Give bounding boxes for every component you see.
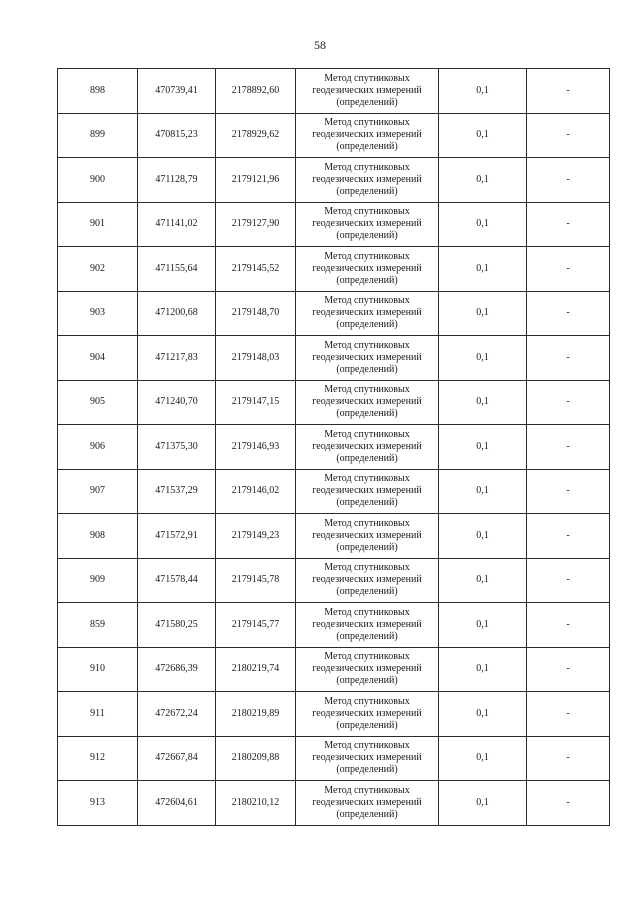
- y-coordinate-cell: 2180209,88: [216, 736, 296, 781]
- method-text-line: Метод спутниковых: [324, 740, 410, 752]
- point-number-cell: 902: [58, 247, 138, 292]
- method-text-line: Метод спутниковых: [324, 695, 410, 707]
- accuracy-cell: 0,1: [439, 158, 527, 203]
- method-text-line: Метод спутниковых: [324, 651, 410, 663]
- accuracy-cell: 0,1: [439, 736, 527, 781]
- note-cell: -: [527, 469, 610, 514]
- method-cell: [296, 469, 439, 514]
- accuracy-cell: 0,1: [439, 113, 527, 158]
- method-text-line: геодезических измерений: [312, 752, 422, 764]
- accuracy-cell: 0,1: [439, 514, 527, 559]
- page-number: 58: [314, 38, 326, 52]
- note-cell: -: [527, 69, 610, 114]
- accuracy-cell: 0,1: [439, 380, 527, 425]
- method-text-line: геодезических измерений: [312, 440, 422, 452]
- x-coordinate-cell: 470739,41: [138, 69, 216, 114]
- table-row: [58, 336, 610, 381]
- table-row: [58, 692, 610, 737]
- accuracy-cell: 0,1: [439, 558, 527, 603]
- point-number-cell: 913: [58, 781, 138, 826]
- y-coordinate-cell: 2179145,77: [216, 603, 296, 648]
- table-row: [58, 603, 610, 648]
- method-text-line: (определений): [336, 764, 398, 776]
- point-number-cell: 909: [58, 558, 138, 603]
- method-cell: [296, 69, 439, 114]
- x-coordinate-cell: 471217,83: [138, 336, 216, 381]
- y-coordinate-cell: 2179145,78: [216, 558, 296, 603]
- method-cell: [296, 692, 439, 737]
- x-coordinate-cell: 471580,25: [138, 603, 216, 648]
- table-row: [58, 647, 610, 692]
- y-coordinate-cell: 2179147,15: [216, 380, 296, 425]
- table-row: [58, 113, 610, 158]
- note-cell: -: [527, 514, 610, 559]
- x-coordinate-cell: 470815,23: [138, 113, 216, 158]
- note-cell: -: [527, 558, 610, 603]
- method-cell: [296, 603, 439, 648]
- y-coordinate-cell: 2179127,90: [216, 202, 296, 247]
- method-cell: [296, 736, 439, 781]
- table-row: [58, 781, 610, 826]
- method-text-line: Метод спутниковых: [324, 250, 410, 262]
- table-row: [58, 158, 610, 203]
- method-text-line: Метод спутниковых: [324, 117, 410, 129]
- method-text-line: геодезических измерений: [312, 173, 422, 185]
- method-text-line: Метод спутниковых: [324, 384, 410, 396]
- method-text-line: Метод спутниковых: [324, 161, 410, 173]
- method-text-line: (определений): [336, 675, 398, 687]
- method-text-line: (определений): [336, 808, 398, 820]
- method-text-line: геодезических измерений: [312, 707, 422, 719]
- note-cell: -: [527, 113, 610, 158]
- note-cell: -: [527, 291, 610, 336]
- method-cell: [296, 247, 439, 292]
- point-number-cell: 911: [58, 692, 138, 737]
- x-coordinate-cell: 471155,64: [138, 247, 216, 292]
- method-text-line: Метод спутниковых: [324, 606, 410, 618]
- note-cell: -: [527, 692, 610, 737]
- x-coordinate-cell: 471141,02: [138, 202, 216, 247]
- method-cell: [296, 514, 439, 559]
- method-cell: [296, 425, 439, 470]
- method-cell: [296, 558, 439, 603]
- note-cell: -: [527, 603, 610, 648]
- x-coordinate-cell: 471572,91: [138, 514, 216, 559]
- method-text-line: (определений): [336, 452, 398, 464]
- point-number-cell: 901: [58, 202, 138, 247]
- method-text-line: (определений): [336, 141, 398, 153]
- method-text-line: (определений): [336, 408, 398, 420]
- method-text-line: (определений): [336, 185, 398, 197]
- point-number-cell: 912: [58, 736, 138, 781]
- table-row: [58, 736, 610, 781]
- accuracy-cell: 0,1: [439, 692, 527, 737]
- method-text-line: Метод спутниковых: [324, 339, 410, 351]
- method-cell: [296, 380, 439, 425]
- table-row: [58, 380, 610, 425]
- note-cell: -: [527, 247, 610, 292]
- y-coordinate-cell: 2179145,52: [216, 247, 296, 292]
- y-coordinate-cell: 2179148,03: [216, 336, 296, 381]
- accuracy-cell: 0,1: [439, 647, 527, 692]
- y-coordinate-cell: 2178929,62: [216, 113, 296, 158]
- x-coordinate-cell: 472667,84: [138, 736, 216, 781]
- table-row: [58, 469, 610, 514]
- y-coordinate-cell: 2180219,89: [216, 692, 296, 737]
- accuracy-cell: 0,1: [439, 247, 527, 292]
- note-cell: -: [527, 425, 610, 470]
- x-coordinate-cell: 472604,61: [138, 781, 216, 826]
- note-cell: -: [527, 647, 610, 692]
- accuracy-cell: 0,1: [439, 336, 527, 381]
- method-text-line: (определений): [336, 363, 398, 375]
- method-text-line: (определений): [336, 719, 398, 731]
- method-text-line: Метод спутниковых: [324, 517, 410, 529]
- point-number-cell: 907: [58, 469, 138, 514]
- note-cell: -: [527, 380, 610, 425]
- accuracy-cell: 0,1: [439, 202, 527, 247]
- y-coordinate-cell: 2179149,23: [216, 514, 296, 559]
- x-coordinate-cell: 471128,79: [138, 158, 216, 203]
- note-cell: -: [527, 336, 610, 381]
- method-text-line: (определений): [336, 497, 398, 509]
- method-text-line: Метод спутниковых: [324, 473, 410, 485]
- y-coordinate-cell: 2179146,93: [216, 425, 296, 470]
- method-cell: [296, 291, 439, 336]
- table-row: [58, 425, 610, 470]
- method-text-line: геодезических измерений: [312, 618, 422, 630]
- x-coordinate-cell: 471240,70: [138, 380, 216, 425]
- point-number-cell: 859: [58, 603, 138, 648]
- method-text-line: Метод спутниковых: [324, 72, 410, 84]
- method-text-line: геодезических измерений: [312, 396, 422, 408]
- accuracy-cell: 0,1: [439, 781, 527, 826]
- method-text-line: геодезических измерений: [312, 485, 422, 497]
- table-row: [58, 247, 610, 292]
- method-cell: [296, 647, 439, 692]
- coordinates-table: [57, 68, 610, 826]
- note-cell: -: [527, 158, 610, 203]
- accuracy-cell: 0,1: [439, 291, 527, 336]
- method-cell: [296, 202, 439, 247]
- note-cell: -: [527, 736, 610, 781]
- method-text-line: геодезических измерений: [312, 351, 422, 363]
- y-coordinate-cell: 2179146,02: [216, 469, 296, 514]
- method-text-line: (определений): [336, 96, 398, 108]
- table-row: [58, 558, 610, 603]
- method-text-line: Метод спутниковых: [324, 295, 410, 307]
- x-coordinate-cell: 472686,39: [138, 647, 216, 692]
- method-text-line: (определений): [336, 541, 398, 553]
- point-number-cell: 906: [58, 425, 138, 470]
- method-text-line: Метод спутниковых: [324, 784, 410, 796]
- method-text-line: (определений): [336, 630, 398, 642]
- y-coordinate-cell: 2180219,74: [216, 647, 296, 692]
- y-coordinate-cell: 2179121,96: [216, 158, 296, 203]
- x-coordinate-cell: 471375,30: [138, 425, 216, 470]
- method-text-line: геодезических измерений: [312, 307, 422, 319]
- method-cell: [296, 781, 439, 826]
- method-text-line: геодезических измерений: [312, 129, 422, 141]
- point-number-cell: 904: [58, 336, 138, 381]
- method-text-line: (определений): [336, 319, 398, 331]
- table-body: [58, 69, 610, 826]
- method-text-line: (определений): [336, 586, 398, 598]
- accuracy-cell: 0,1: [439, 425, 527, 470]
- y-coordinate-cell: 2180210,12: [216, 781, 296, 826]
- accuracy-cell: 0,1: [439, 469, 527, 514]
- method-text-line: геодезических измерений: [312, 796, 422, 808]
- method-text-line: геодезических измерений: [312, 262, 422, 274]
- x-coordinate-cell: 472672,24: [138, 692, 216, 737]
- method-text-line: (определений): [336, 230, 398, 242]
- accuracy-cell: 0,1: [439, 69, 527, 114]
- table-row: [58, 202, 610, 247]
- point-number-cell: 908: [58, 514, 138, 559]
- point-number-cell: 900: [58, 158, 138, 203]
- point-number-cell: 905: [58, 380, 138, 425]
- point-number-cell: 910: [58, 647, 138, 692]
- table-row: [58, 69, 610, 114]
- y-coordinate-cell: 2179148,70: [216, 291, 296, 336]
- table-row: [58, 514, 610, 559]
- y-coordinate-cell: 2178892,60: [216, 69, 296, 114]
- method-cell: [296, 158, 439, 203]
- method-text-line: геодезических измерений: [312, 84, 422, 96]
- point-number-cell: 903: [58, 291, 138, 336]
- method-text-line: Метод спутниковых: [324, 562, 410, 574]
- method-text-line: (определений): [336, 274, 398, 286]
- x-coordinate-cell: 471200,68: [138, 291, 216, 336]
- method-cell: [296, 113, 439, 158]
- table-row: [58, 291, 610, 336]
- method-text-line: геодезических измерений: [312, 218, 422, 230]
- point-number-cell: 898: [58, 69, 138, 114]
- accuracy-cell: 0,1: [439, 603, 527, 648]
- note-cell: -: [527, 781, 610, 826]
- note-cell: -: [527, 202, 610, 247]
- x-coordinate-cell: 471578,44: [138, 558, 216, 603]
- method-text-line: геодезических измерений: [312, 529, 422, 541]
- x-coordinate-cell: 471537,29: [138, 469, 216, 514]
- point-number-cell: 899: [58, 113, 138, 158]
- method-text-line: Метод спутниковых: [324, 206, 410, 218]
- method-cell: [296, 336, 439, 381]
- method-text-line: Метод спутниковых: [324, 428, 410, 440]
- method-text-line: геодезических измерений: [312, 663, 422, 675]
- method-text-line: геодезических измерений: [312, 574, 422, 586]
